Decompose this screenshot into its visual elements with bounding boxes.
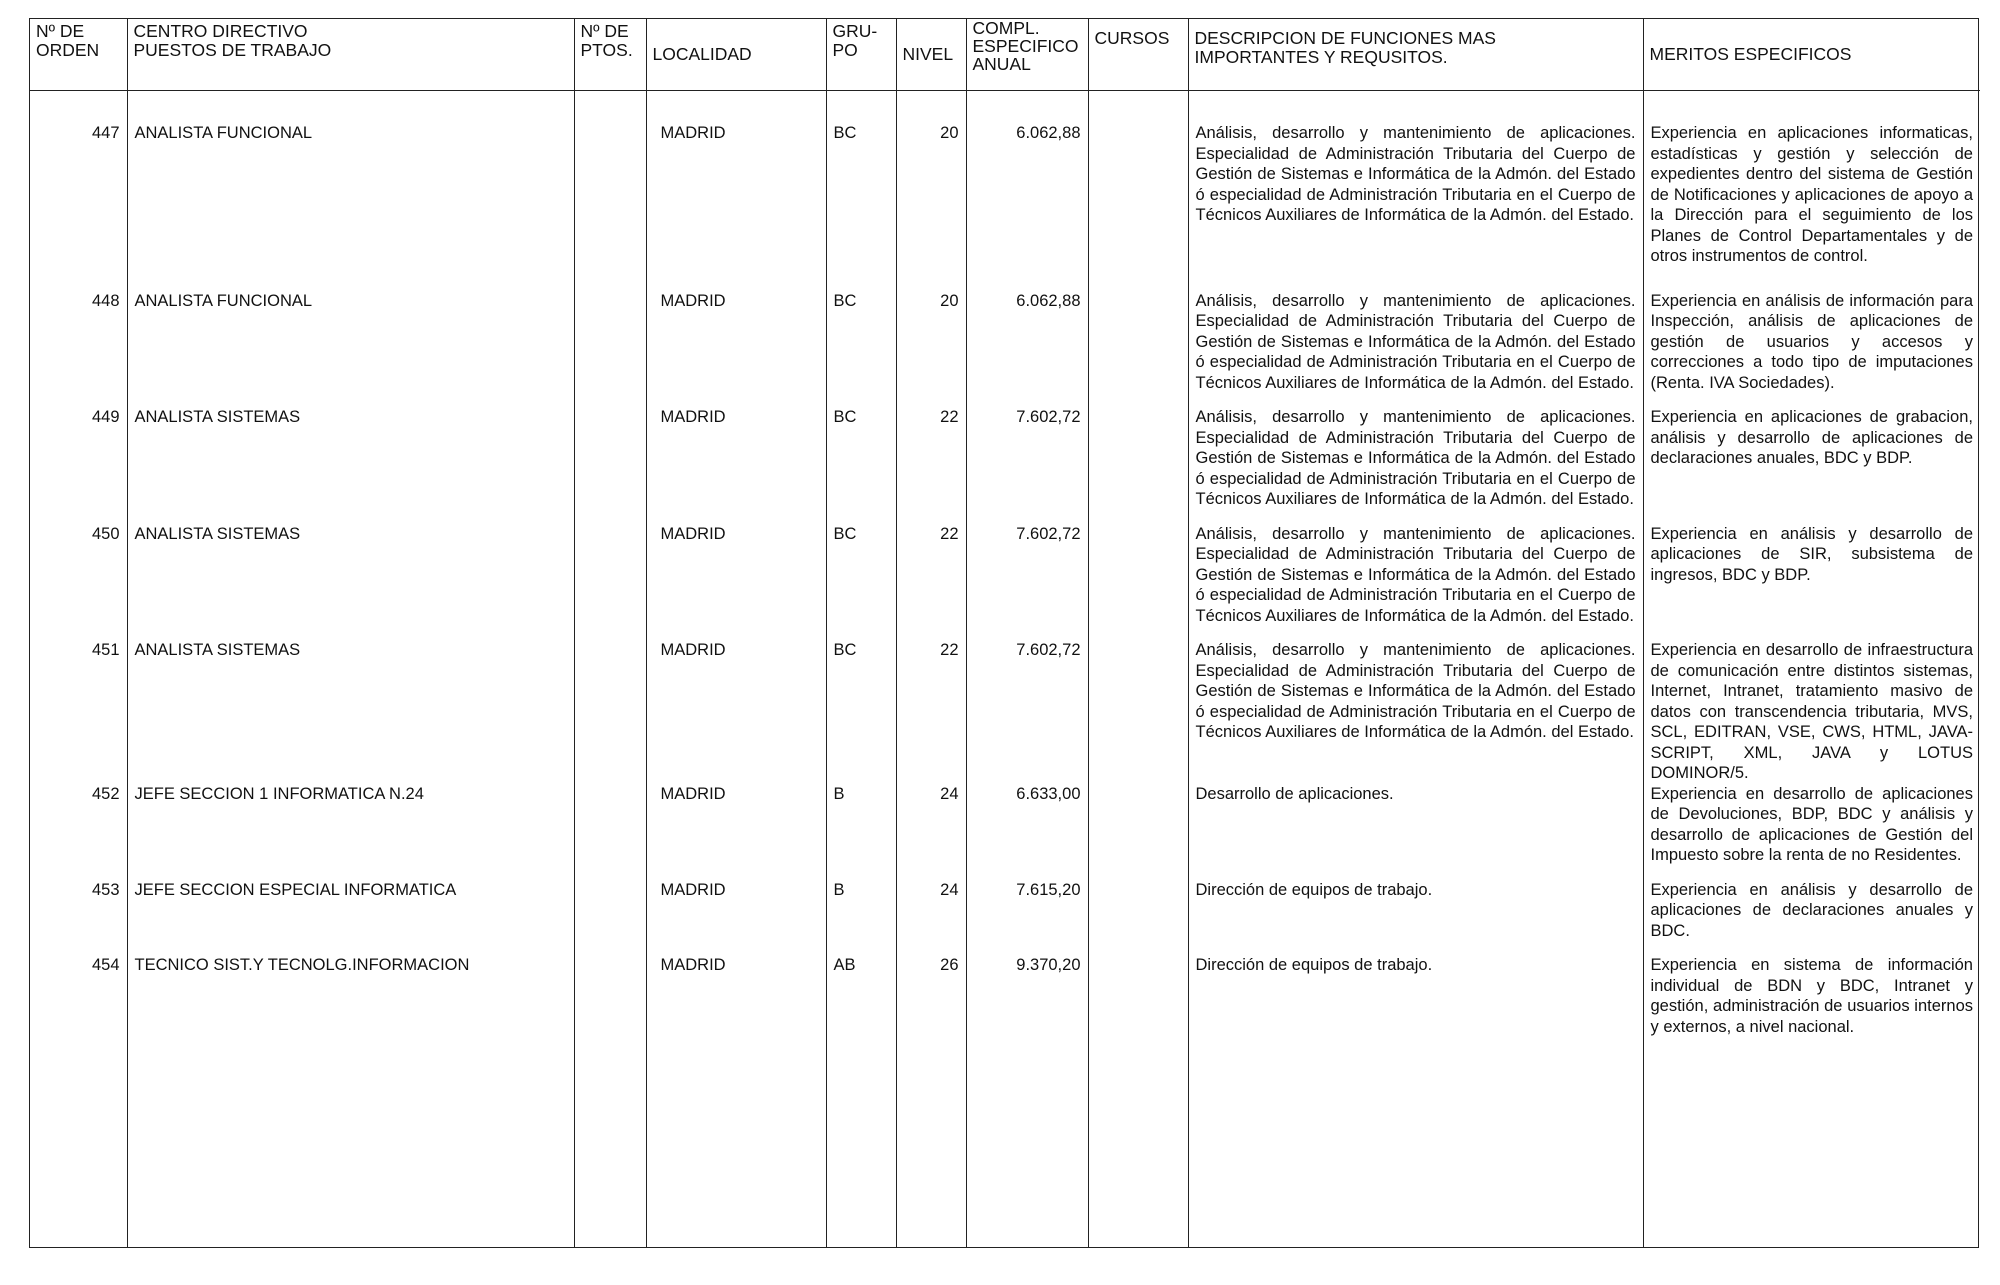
header-row [30,19,1980,91]
cell-localidad: MADRID [646,407,826,524]
cell-compl: 6.062,88 [966,291,1088,408]
cell-orden: 452 [30,784,127,880]
cell-compl: 6.062,88 [966,91,1088,291]
cell-puesto: ANALISTA SISTEMAS [127,640,574,784]
cell-orden: 451 [30,640,127,784]
header-meritos: MERITOS ESPECIFICOS [1643,19,1980,91]
table-filler-row [30,1077,1980,1247]
cell-meritos: Experiencia en análisis de información para Inspección, análisis de aplicaciones de gestión de usuarios y accesos y correcciones a todo tipo de imputaciones (Renta. IVA Sociedades). [1650,291,1973,392]
cell-compl: 7.602,72 [966,524,1088,641]
cell-descripcion: Análisis, desarrollo y mantenimiento de aplicaciones. Especialidad de Administración Tributaria del Cuerpo de Gestión de Sistemas e Informática de la Admón. del Estado ó especialidad de Administración Tributaria en el Cuerpo de Técnicos Auxiliares de Informática de la Admón. del Estado. [1188,91,1643,291]
cell-ptos [574,91,646,291]
cell-meritos: Experiencia en aplicaciones de grabacion, análisis y desarrollo de aplicaciones de declaraciones anuales, BDC y BDP. [1650,408,1973,467]
cell-grupo: BC [826,640,896,784]
filler-cell [966,1077,1088,1247]
cell-grupo: BC [826,407,896,524]
cell-puesto: JEFE SECCION ESPECIAL INFORMATICA [127,880,574,956]
cell-compl: 6.633,00 [966,784,1088,880]
filler-cell [30,1077,127,1247]
cell-ptos [574,291,646,408]
table-row [30,880,1980,956]
cell-nivel: 22 [896,407,966,524]
cell-meritos: Experiencia en análisis y desarrollo de aplicaciones de SIR, subsistema de ingresos, BDC y BDP. [1650,524,1973,584]
cell-nivel: 20 [896,91,966,291]
cell-ptos [574,524,646,641]
cell-nivel: 20 [896,291,966,408]
cell-localidad: MADRID [646,524,826,641]
cell-grupo: BC [826,291,896,408]
cell-orden: 448 [30,291,127,408]
filler-cell [127,1077,574,1247]
filler-cell [896,1077,966,1247]
table-row [30,291,1980,408]
cell-meritos: Experiencia en análisis y desarrollo de aplicaciones de declaraciones anuales y BDC. [1650,880,1973,940]
cell-puesto: TECNICO SIST.Y TECNOLG.INFORMACION [127,955,574,1077]
table-row [30,640,1980,784]
filler-cell [574,1077,646,1247]
cell-descripcion: Análisis, desarrollo y mantenimiento de aplicaciones. Especialidad de Administración Tributaria del Cuerpo de Gestión de Sistemas e Informática de la Admón. del Estado ó especialidad de Administración Tributaria en el Cuerpo de Técnicos Auxiliares de Informática de la Admón. del Estado. [1188,407,1643,524]
cell-orden: 449 [30,407,127,524]
cell-localidad: MADRID [646,291,826,408]
cell-nivel: 26 [896,955,966,1077]
cell-cursos [1088,640,1188,784]
filler-cell [1088,1077,1188,1247]
cell-ptos [574,880,646,956]
cell-descripcion: Análisis, desarrollo y mantenimiento de aplicaciones. Especialidad de Administración Tributaria del Cuerpo de Gestión de Sistemas e Informática de la Admón. del Estado ó especialidad de Administración Tributaria en el Cuerpo de Técnicos Auxiliares de Informática de la Admón. del Estado. [1188,640,1643,784]
cell-orden: 447 [30,91,127,291]
cell-cursos [1088,524,1188,641]
cell-ptos [574,407,646,524]
header-nivel: NIVEL [896,19,966,91]
table-row [30,784,1980,880]
filler-cell [826,1077,896,1247]
cell-compl: 7.602,72 [966,407,1088,524]
cell-cursos [1088,407,1188,524]
cell-cursos [1088,291,1188,408]
cell-descripcion: Dirección de equipos de trabajo. [1188,955,1643,1077]
filler-cell [1643,1077,1980,1247]
cell-nivel: 22 [896,640,966,784]
cell-compl: 7.602,72 [966,640,1088,784]
cell-ptos [574,640,646,784]
header-localidad: LOCALIDAD [646,19,826,91]
cell-localidad: MADRID [646,91,826,291]
cell-descripcion: Dirección de equipos de trabajo. [1188,880,1643,956]
table-row [30,524,1980,641]
cell-puesto: ANALISTA FUNCIONAL [127,91,574,291]
cell-nivel: 24 [896,880,966,956]
cell-localidad: MADRID [646,955,826,1077]
cell-meritos: Experiencia en aplicaciones informaticas, estadísticas y gestión y selección de expedientes dentro del sistema de Gestión de Notificaciones y aplicaciones de apoyo a la Dirección para el seguimiento de los Planes de Control Departamentales y de otros instrumentos de control. [1650,124,1973,265]
header-ptos: Nº DE PTOS. [574,19,646,91]
cell-orden: 454 [30,955,127,1077]
cell-grupo: B [826,880,896,956]
cell-puesto: ANALISTA SISTEMAS [127,524,574,641]
cell-orden: 450 [30,524,127,641]
filler-cell [1188,1077,1643,1247]
cell-cursos [1088,955,1188,1077]
header-cursos: CURSOS [1088,19,1188,91]
header-grupo: GRU- PO [826,19,896,91]
cell-meritos: Experiencia en desarrollo de infraestructura de comunicación entre distintos sistemas, Internet, Intranet, tratamiento masivo de datos con transcendencia tributaria, MVS, SCL, EDITRAN, VSE, CWS, HTML, JAVA-SCRIPT, XML, JAVA y LOTUS DOMINOR/5. [1650,641,1973,782]
cell-localidad: MADRID [646,880,826,956]
cell-cursos [1088,880,1188,956]
cell-puesto: JEFE SECCION 1 INFORMATICA N.24 [127,784,574,880]
cell-orden: 453 [30,880,127,956]
cell-compl: 9.370,20 [966,955,1088,1077]
cell-localidad: MADRID [646,784,826,880]
cell-compl: 7.615,20 [966,880,1088,956]
header-puesto: CENTRO DIRECTIVO PUESTOS DE TRABAJO [127,19,574,91]
cell-puesto: ANALISTA FUNCIONAL [127,291,574,408]
filler-cell [646,1077,826,1247]
cell-nivel: 22 [896,524,966,641]
header-compl: COMPL. ESPECIFICO ANUAL [966,19,1088,91]
cell-nivel: 24 [896,784,966,880]
table-row [30,91,1980,291]
header-descripcion: DESCRIPCION DE FUNCIONES MAS IMPORTANTES Y REQUSITOS. [1188,19,1643,91]
header-orden: Nº DE ORDEN [30,19,127,91]
cell-cursos [1088,91,1188,291]
cell-grupo: BC [826,91,896,291]
cell-ptos [574,784,646,880]
table-row [30,955,1980,1077]
cell-descripcion: Análisis, desarrollo y mantenimiento de aplicaciones. Especialidad de Administración Tributaria del Cuerpo de Gestión de Sistemas e Informática de la Admón. del Estado ó especialidad de Administración Tributaria en el Cuerpo de Técnicos Auxiliares de Informática de la Admón. del Estado. [1188,524,1643,641]
table-row [30,407,1980,524]
cell-meritos: Experiencia en desarrollo de aplicaciones de Devoluciones, BDP, BDC y análisis y desarrollo de aplicaciones de Gestión del Impuesto sobre la renta de no Residentes. [1650,784,1973,864]
cell-grupo: B [826,784,896,880]
cell-ptos [574,955,646,1077]
puestos-table [30,19,1980,1247]
cell-grupo: BC [826,524,896,641]
cell-descripcion: Análisis, desarrollo y mantenimiento de aplicaciones. Especialidad de Administración Tributaria del Cuerpo de Gestión de Sistemas e Informática de la Admón. del Estado ó especialidad de Administración Tributaria en el Cuerpo de Técnicos Auxiliares de Informática de la Admón. del Estado. [1188,291,1643,408]
cell-meritos: Experiencia en sistema de información individual de BDN y BDC, Intranet y gestión, administración de usuarios internos y externos, a nivel nacional. [1650,956,1973,1036]
cell-grupo: AB [826,955,896,1077]
cell-puesto: ANALISTA SISTEMAS [127,407,574,524]
cell-localidad: MADRID [646,640,826,784]
document-table-frame [29,18,1979,1248]
cell-descripcion: Desarrollo de aplicaciones. [1188,784,1643,880]
cell-cursos [1088,784,1188,880]
